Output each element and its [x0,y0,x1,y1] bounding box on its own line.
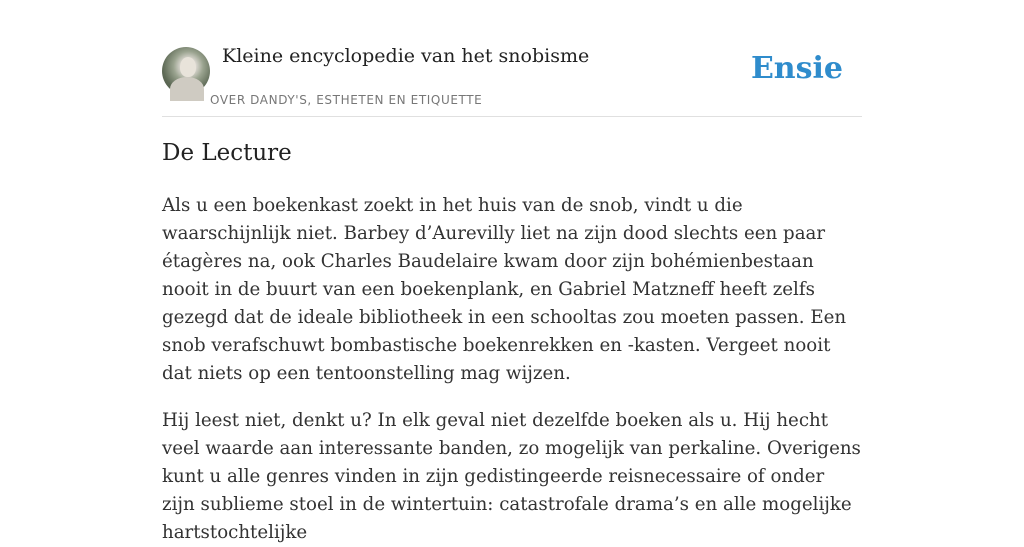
article-paragraph-1: Als u een boekenkast zoekt in het huis van de snob, vindt u die waarschijnlijk niet. Barbey d’Aurevilly liet na zijn dood slechts een paar étagères na, ook Charles Baudelaire kwam door zijn bohémienbestaan nooit in de buurt van een boekenplank, en Gabriel Matzneff heeft zelfs gezegd dat de ideale bibliotheek in een schooltas zou moeten passen. Een snob verafschuwt bombastische boekenrekken en -kasten. Vergeet nooit dat niets op een tentoonstelling mag wijzen. [162,195,847,384]
avatar-shoulders [170,77,204,101]
brand-logo[interactable]: Ensie [750,51,843,86]
article-paragraph-2: Hij leest niet, denkt u? In elk geval niet dezelfde boeken als u. Hij hecht veel waarde aan interessante banden, zo mogelijk van perkaline. Overigens kunt u alle genres vinden in zijn gedistingeerde reisnecessaire of onder zijn sublieme stoel in de wintertuin: catastrofale drama’s en alle mogelijke hartstochtelijke [162,410,861,543]
site-header [162,0,862,117]
avatar[interactable] [162,47,210,95]
content-column [162,0,862,543]
article-title: De Lecture [162,140,292,166]
site-subtitle: OVER DANDY'S, ESTHETEN EN ETIQUETTE [210,93,483,107]
avatar-face [180,57,196,77]
site-title[interactable]: Kleine encyclopedie van het snobisme [222,45,590,67]
